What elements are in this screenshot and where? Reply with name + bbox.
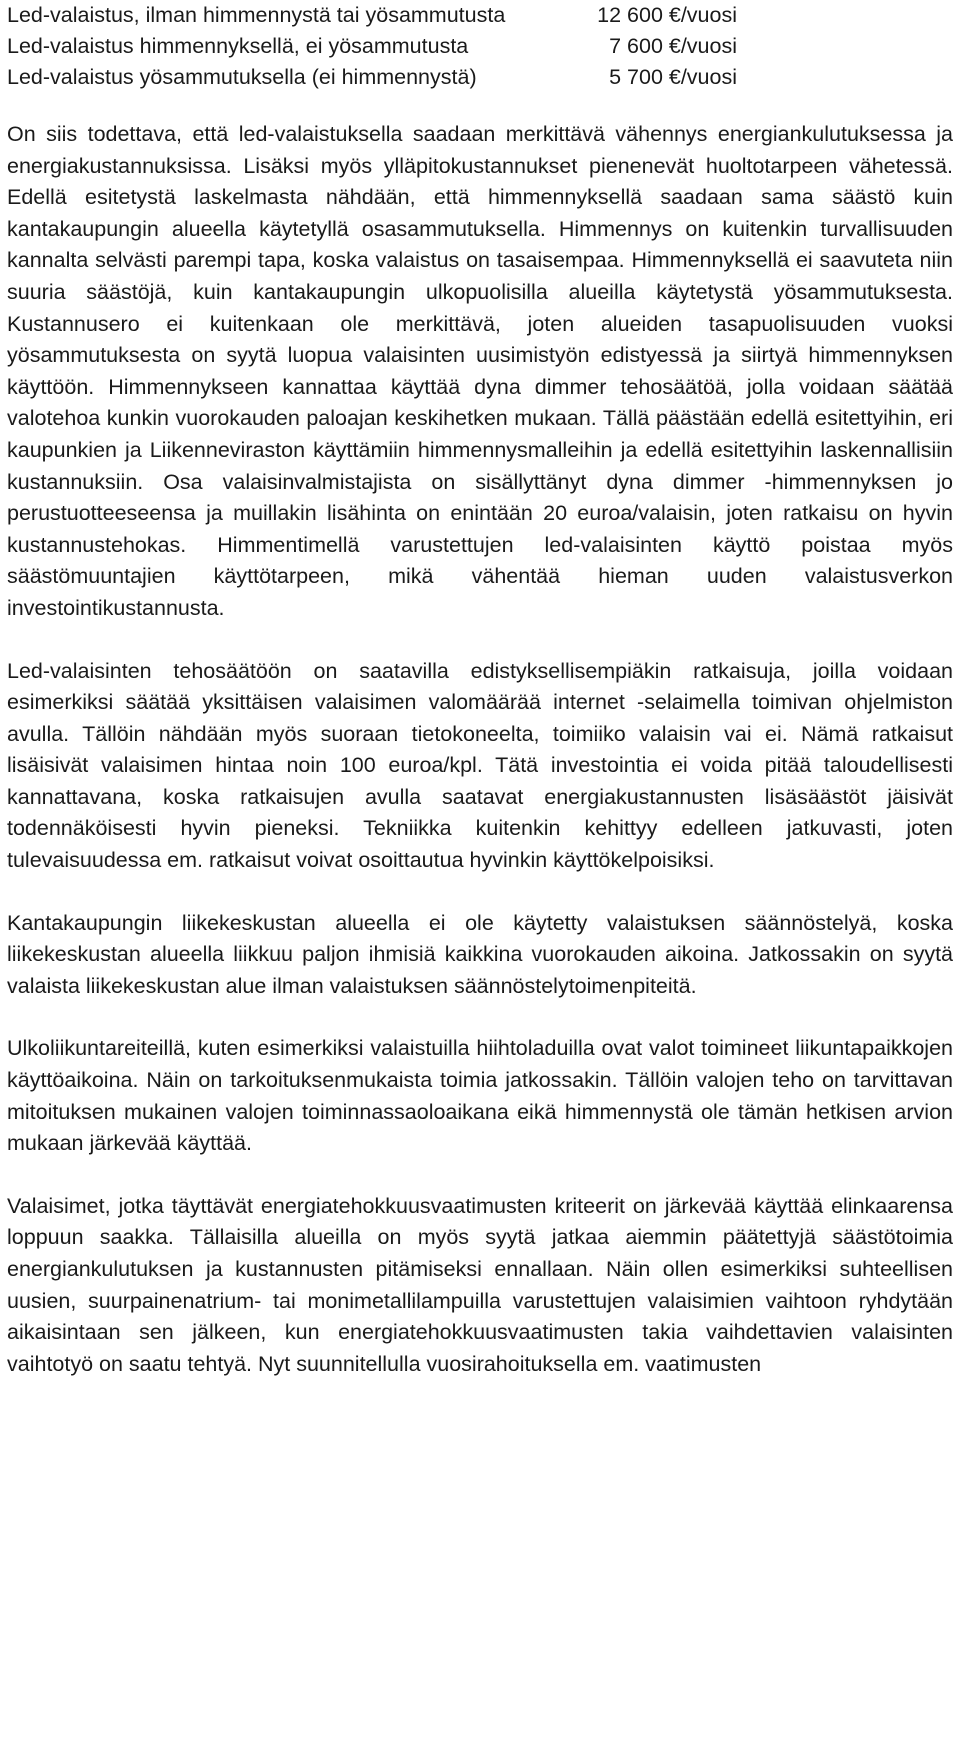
cost-label: Led-valaistus yösammutuksella (ei himmennystä) [7, 65, 477, 89]
cost-label: Led-valaistus himmennyksellä, ei yösammutusta [7, 34, 469, 58]
body-text [7, 119, 953, 1380]
cost-value: 7 600 €/vuosi [609, 34, 737, 58]
paragraph-outdoor-trails: Ulkoliikuntareiteillä, kuten esimerkiksi valaistuilla hiihtoladuilla ovat valot toimineet liikuntapaikkojen käyttöaikoina. Näin on tarkoituksenmukaista toimia jatkossakin. Tällöin valojen teho on tarvittavan mitoituksen mukainen valojen toiminnassaoloaikana eikä himmennystä ole tämän hetkisen arvion mukaan järkevää käyttää. [7, 1036, 953, 1156]
paragraph-advanced-control: Led-valaisinten tehosäätöön on saatavilla edistyksellisempiäkin ratkaisuja, joilla voidaan esimerkiksi säätää yksittäisen valaisimen valomäärää internet -selaimella toimivan ohjelmiston avulla. Tällöin nähdään myös suoraan tietokoneelta, toimiiko valaisin vai ei. Nämä ratkaisut lisäisivät valaisimen hintaa noin 100 euroa/kpl. Tätä investointia ei voida pitää taloudellisesti kannattavana, koska ratkaisujen avulla saatavat energiakustannusten lisäsäästöt jäisivät todennäköisesti hyvin pieneksi. Tekniikka kuitenkin kehittyy edelleen jatkuvasti, joten tulevaisuudessa em. ratkaisut voivat osoittautua hyvinkin käyttökelpoisiksi. [7, 658, 953, 873]
cost-label: Led-valaistus, ilman himmennystä tai yösammutusta [7, 3, 506, 27]
paragraph-existing-luminaires: Valaisimet, jotka täyttävät energiatehokkuusvaatimusten kriteerit on järkevää käyttää elinkaarensa loppuun saakka. Tällaisilla alueilla on myös syytä jatkaa aiemmin päätettyjä säästötoimia energiankulutuksen ja kustannusten pitämiseksi ennallaan. Näin ollen esimerkiksi suhteellisen uusien, suurpainenatrium- tai monimetallilampuilla varustettujen valaisimien vaihtoon ryhdytään aikaisintaan sen jälkeen, kun energiatehokkuusvaatimusten takia vaihdettavien valaisinten vaihtotyö on saatu tehtyä. Nyt suunnitellulla vuosirahoituksella em. vaatimusten [7, 1193, 953, 1376]
cost-row [7, 31, 953, 62]
cost-row [7, 0, 953, 31]
document-page [7, 0, 953, 1411]
cost-comparison-table [7, 0, 953, 93]
paragraph-led-savings: On siis todettava, että led-valaistuksella saadaan merkittävä vähennys energiankulutuksessa ja energiakustannuksissa. Lisäksi myös ylläpitokustannukset pienenevät huoltotarpeen vähetessä. Edellä esitetystä laskelmasta nähdään, että himmennyksellä saadaan sama säästö kuin kantakaupungin alueella käytetyllä osasammutuksella. Himmennys on kuitenkin turvallisuuden kannalta selvästi parempi tapa, koska valaistus on tasaisempaa. Himmennyksellä ei saavuteta niin suuria säästöjä, kuin kantakaupungin ulkopuolisilla alueilla käytetystä yösammutuksesta. Kustannusero ei kuitenkaan ole merkittävä, joten alueiden tasapuolisuuden vuoksi yösammutuksesta on syytä luopua valaisinten uusimistyön edistyessä ja siirtyä himmennyksen käyttöön. Himmennykseen kannattaa käyttää dyna dimmer tehosäätöä, jolla voidaan säätää valotehoa kunkin vuorokauden paloajan keskihetken mukaan. Tällä päästään edellä esitettyihin, eri kaupunkien ja Liikenneviraston käyttämiin himmennysmalleihin ja edellä esitettyihin laskennallisiin kustannuksiin. Osa valaisinvalmistajista on sisällyttänyt dyna dimmer -himmennyksen jo perustuotteeseensa ja muillakin lisähinta on enintään 20 euroa/valaisin, joten ratkaisu on hyvin kustannustehokas. Himmentimellä varustettujen led-valaisinten käyttö poistaa myös säästömuuntajien käyttötarpeen, mikä vähentää hieman uuden valaistusverkon investointikustannusta. [7, 122, 953, 620]
cost-row [7, 62, 953, 93]
paragraph-city-centre: Kantakaupungin liikekeskustan alueella ei ole käytetty valaistuksen säännöstelyä, koska liikekeskustan alueella liikkuu paljon ihmisiä kaikkina vuorokauden aikoina. Jatkossakin on syytä valaista liikekeskustan alue ilman valaistuksen säännöstelytoimenpiteitä. [7, 910, 953, 998]
cost-value: 5 700 €/vuosi [609, 65, 737, 89]
cost-value: 12 600 €/vuosi [597, 3, 737, 27]
